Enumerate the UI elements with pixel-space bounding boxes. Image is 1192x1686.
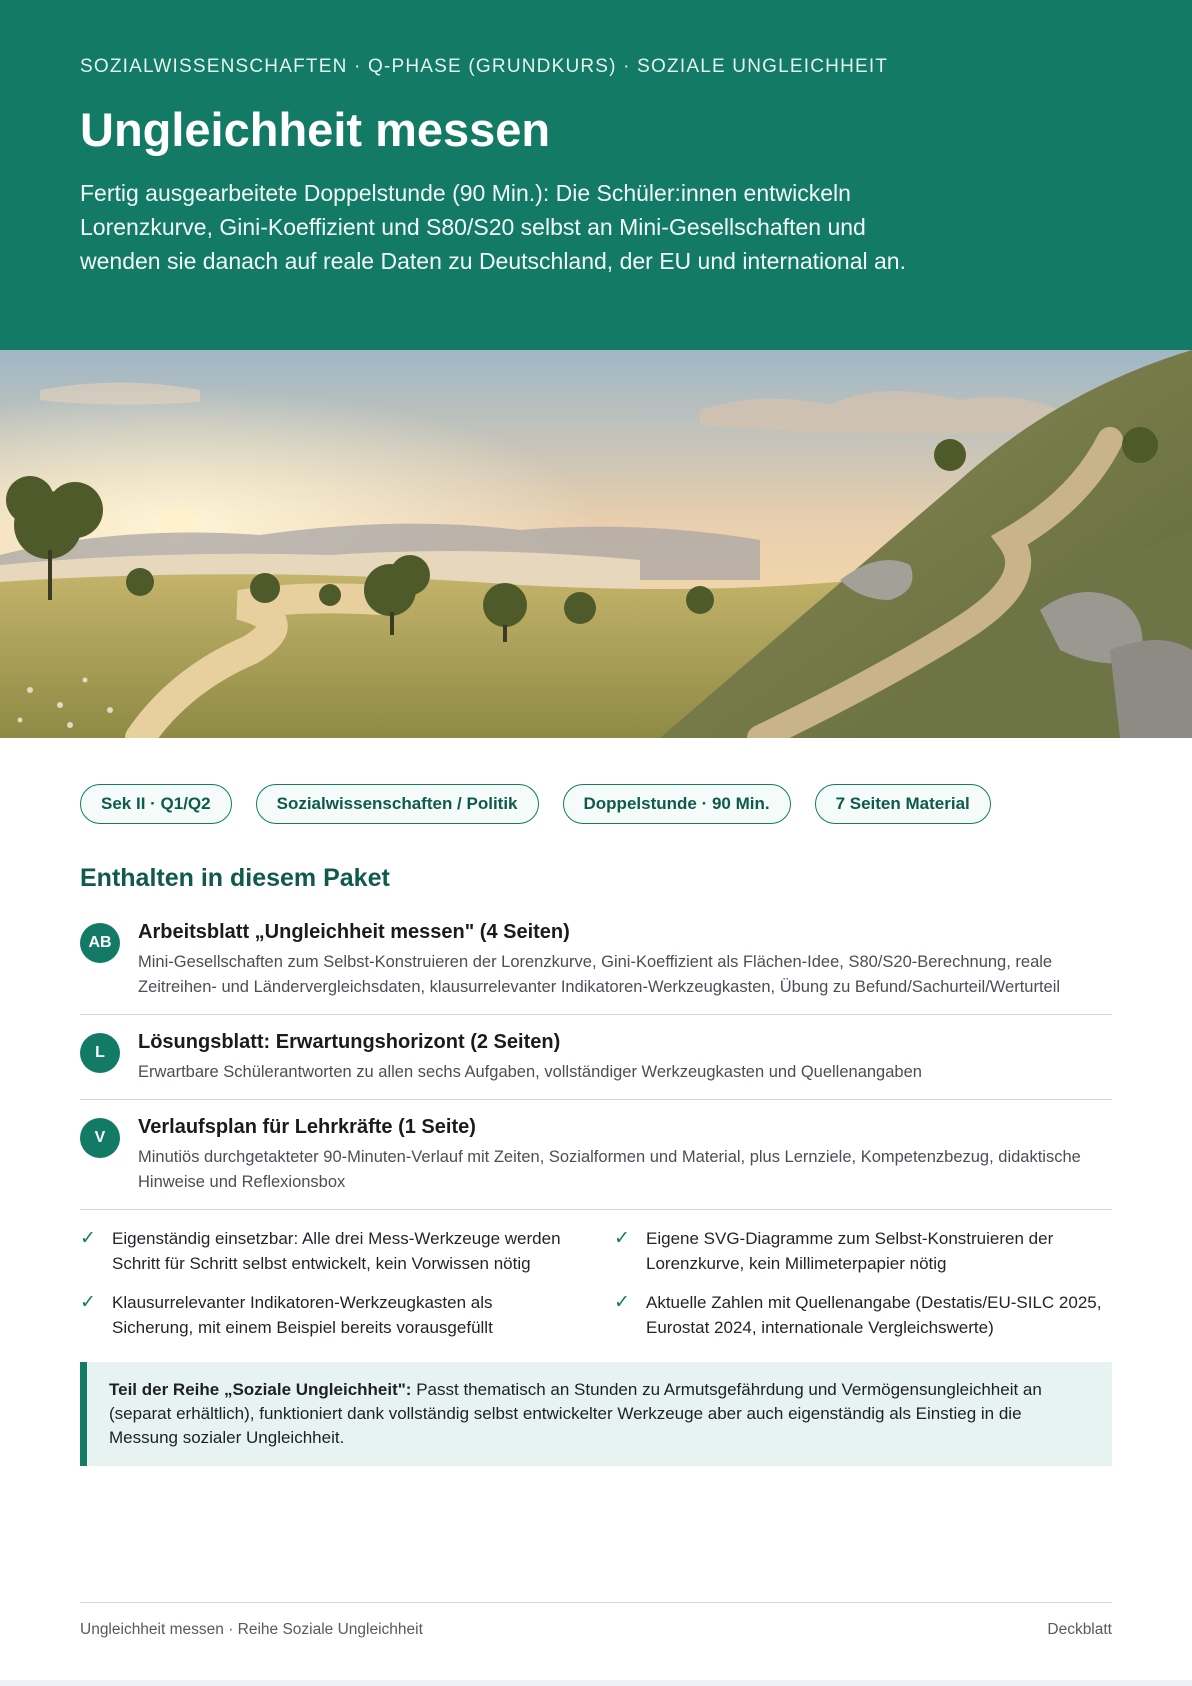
- tag-row: [80, 784, 1112, 824]
- package-heading: Enthalten in diesem Paket: [80, 864, 390, 892]
- main-content: [0, 784, 1192, 1466]
- callout-strong: Teil der Reihe „Soziale Ungleichheit":: [109, 1380, 412, 1399]
- badge-ab: AB: [80, 923, 120, 963]
- tag-duration: Doppelstunde · 90 Min.: [563, 784, 791, 824]
- package-item-worksheet: [80, 921, 1112, 1015]
- page-title: Ungleichheit messen: [80, 103, 551, 156]
- footer-left: Ungleichheit messen · Reihe Soziale Ungleichheit: [80, 1621, 423, 1638]
- feature-text: Eigenständig einsetzbar: Alle drei Mess-Werkzeuge werden Schritt für Schritt selbst entwickelt, kein Vorwissen nötig: [112, 1229, 561, 1273]
- check-icon: ✓: [80, 1228, 96, 1249]
- item-title: Verlaufsplan für Lehrkräfte (1 Seite): [138, 1116, 476, 1138]
- callout-text: Passt thematisch an Stunden zu Armutsgefährdung und Vermögensungleichheit an (separat erhältlich), funktioniert dank vollständig selbst entwickelter Werkzeuge aber auch eigenständig als Einstieg in die Messung sozialer Ungleichheit.: [109, 1380, 1042, 1447]
- feature-list: [80, 1226, 1112, 1340]
- lead-text: Fertig ausgearbeitete Doppelstunde (90 Min.): Die Schüler:innen entwickeln Lorenzkurve, Gini-Koeffizient und S80/S20 selbst an Mini-Gesellschaften und wenden sie danach auf reale Daten zu Deutschland, der EU und international an.: [80, 179, 906, 274]
- kicker: SOZIALWISSENSCHAFTEN · Q-PHASE (GRUNDKURS) · SOZIALE UNGLEICHHEIT: [80, 56, 889, 77]
- item-description: Minutiös durchgetakteter 90-Minuten-Verlauf mit Zeiten, Sozialformen und Material, plus Lernziele, Kompetenzbezug, didaktische Hinweise und Reflexionsbox: [138, 1148, 1081, 1191]
- feature-item: [80, 1290, 578, 1340]
- item-description: Erwartbare Schülerantworten zu allen sechs Aufgaben, vollständiger Werkzeugkasten und Quellenangaben: [138, 1063, 922, 1081]
- package-item-lesson-plan: [80, 1116, 1112, 1210]
- series-callout: [80, 1362, 1112, 1466]
- check-icon: ✓: [614, 1292, 630, 1313]
- tag-pages: 7 Seiten Material: [815, 784, 991, 824]
- item-title: Arbeitsblatt „Ungleichheit messen" (4 Seiten): [138, 921, 570, 943]
- badge-v: V: [80, 1118, 120, 1158]
- page-footer: [80, 1602, 1112, 1639]
- feature-text: Aktuelle Zahlen mit Quellenangabe (Destatis/EU-SILC 2025, Eurostat 2024, internationale Vergleichswerte): [646, 1293, 1102, 1337]
- feature-item: [614, 1226, 1112, 1276]
- item-description: Mini-Gesellschaften zum Selbst-Konstruieren der Lorenzkurve, Gini-Koeffizient als Flächen-Idee, S80/S20-Berechnung, reale Zeitreihen- und Ländervergleichsdaten, klausurrelevanter Indikatoren-Werkzeugkasten, Übung zu Befund/Sachurteil/Werturteil: [138, 953, 1061, 996]
- feature-text: Klausurrelevanter Indikatoren-Werkzeugkasten als Sicherung, mit einem Beispiel bereits vorausgefüllt: [112, 1293, 493, 1337]
- badge-l: L: [80, 1033, 120, 1073]
- landscape-illustration: [0, 350, 1192, 738]
- feature-item: [614, 1290, 1112, 1340]
- feature-item: [80, 1226, 578, 1276]
- header-banner: [0, 0, 1192, 350]
- footer-right: Deckblatt: [1047, 1621, 1112, 1638]
- tag-level: Sek II · Q1/Q2: [80, 784, 232, 824]
- check-icon: ✓: [80, 1292, 96, 1313]
- check-icon: ✓: [614, 1228, 630, 1249]
- item-title: Lösungsblatt: Erwartungshorizont (2 Seiten): [138, 1031, 561, 1053]
- tag-subject: Sozialwissenschaften / Politik: [256, 784, 539, 824]
- feature-text: Eigene SVG-Diagramme zum Selbst-Konstruieren der Lorenzkurve, kein Millimeterpapier nötig: [646, 1229, 1054, 1273]
- package-item-solutions: [80, 1031, 1112, 1100]
